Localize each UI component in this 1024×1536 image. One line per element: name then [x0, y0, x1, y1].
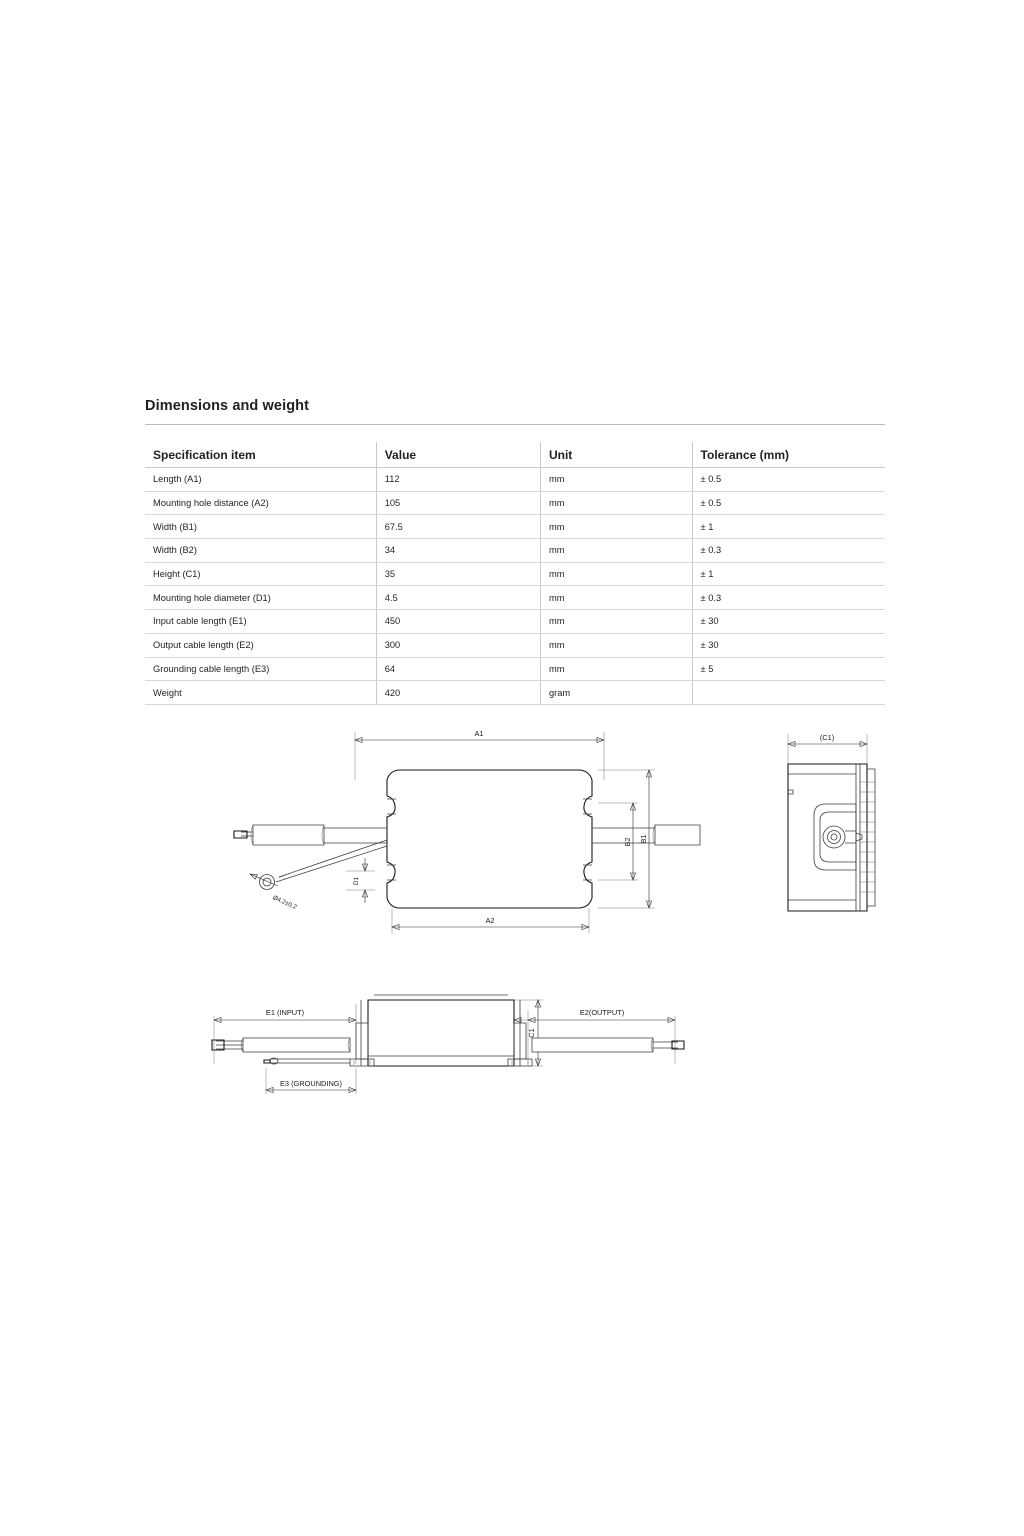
column-header-tolerance: Tolerance (mm) [692, 442, 885, 468]
cell-specification-item: Output cable length (E2) [145, 633, 376, 657]
cell-specification-item: Width (B1) [145, 515, 376, 539]
column-header-unit: Unit [540, 442, 692, 468]
cell-specification-item: Length (A1) [145, 468, 376, 492]
cell-unit: mm [540, 610, 692, 634]
cell-specification-item: Mounting hole diameter (D1) [145, 586, 376, 610]
table-row [145, 610, 885, 634]
dim-label-b2: B2 [623, 837, 632, 847]
cell-value: 34 [376, 539, 540, 563]
side-view-drawing [768, 722, 904, 922]
cell-value: 105 [376, 491, 540, 515]
table-header-row [145, 442, 885, 468]
cell-value: 450 [376, 610, 540, 634]
dim-label-e2: E2(OUTPUT) [579, 1008, 625, 1017]
cell-value: 300 [376, 633, 540, 657]
table-row [145, 657, 885, 681]
cell-value: 35 [376, 562, 540, 586]
table-header [145, 442, 885, 468]
cell-value: 420 [376, 681, 540, 705]
dim-label-hole-callout: Ø4.2±0.2 [271, 894, 298, 911]
cell-unit: mm [540, 657, 692, 681]
cell-specification-item: Grounding cable length (E3) [145, 657, 376, 681]
cell-value: 112 [376, 468, 540, 492]
cell-unit: mm [540, 468, 692, 492]
cell-unit: mm [540, 515, 692, 539]
cell-value: 64 [376, 657, 540, 681]
cell-unit: mm [540, 491, 692, 515]
elevation-view-drawing [198, 986, 690, 1106]
table-row [145, 515, 885, 539]
cell-tolerance [692, 681, 885, 705]
dim-label-a1: A1 [474, 729, 484, 738]
table-row [145, 586, 885, 610]
top-view-drawing [200, 718, 700, 944]
dim-label-c1-side: (C1) [819, 733, 835, 742]
table-row [145, 539, 885, 563]
column-header-value: Value [376, 442, 540, 468]
dimensions-table [145, 442, 885, 705]
cell-value: 4.5 [376, 586, 540, 610]
cell-tolerance: ± 1 [692, 562, 885, 586]
cell-unit: mm [540, 586, 692, 610]
cell-tolerance: ± 0.5 [692, 491, 885, 515]
dim-label-d1: D1 [353, 877, 360, 885]
cell-unit: mm [540, 562, 692, 586]
cell-value: 67.5 [376, 515, 540, 539]
dim-label-e3: E3 (GROUNDING) [279, 1079, 343, 1088]
cell-specification-item: Width (B2) [145, 539, 376, 563]
cell-specification-item: Mounting hole distance (A2) [145, 491, 376, 515]
cell-specification-item: Height (C1) [145, 562, 376, 586]
table-row [145, 562, 885, 586]
dim-label-a2: A2 [485, 916, 495, 925]
table-row [145, 681, 885, 705]
column-header-specification-item: Specification item [145, 442, 376, 468]
cell-tolerance: ± 5 [692, 657, 885, 681]
dim-label-c1-elev: C1 [527, 1028, 536, 1038]
cell-tolerance: ± 1 [692, 515, 885, 539]
cell-specification-item: Input cable length (E1) [145, 610, 376, 634]
cell-tolerance: ± 30 [692, 633, 885, 657]
table-row [145, 633, 885, 657]
page-title: Dimensions and weight [145, 398, 310, 414]
cell-unit: mm [540, 539, 692, 563]
cell-tolerance: ± 30 [692, 610, 885, 634]
cell-specification-item: Weight [145, 681, 376, 705]
table-row [145, 491, 885, 515]
cell-unit: gram [540, 681, 692, 705]
table-row [145, 468, 885, 492]
cell-tolerance: ± 0.3 [692, 539, 885, 563]
cell-unit: mm [540, 633, 692, 657]
dim-label-e1: E1 (INPUT) [265, 1008, 305, 1017]
title-divider [145, 424, 885, 425]
table-body [145, 468, 885, 705]
cell-tolerance: ± 0.3 [692, 586, 885, 610]
dim-label-b1: B1 [639, 834, 648, 844]
cell-tolerance: ± 0.5 [692, 468, 885, 492]
